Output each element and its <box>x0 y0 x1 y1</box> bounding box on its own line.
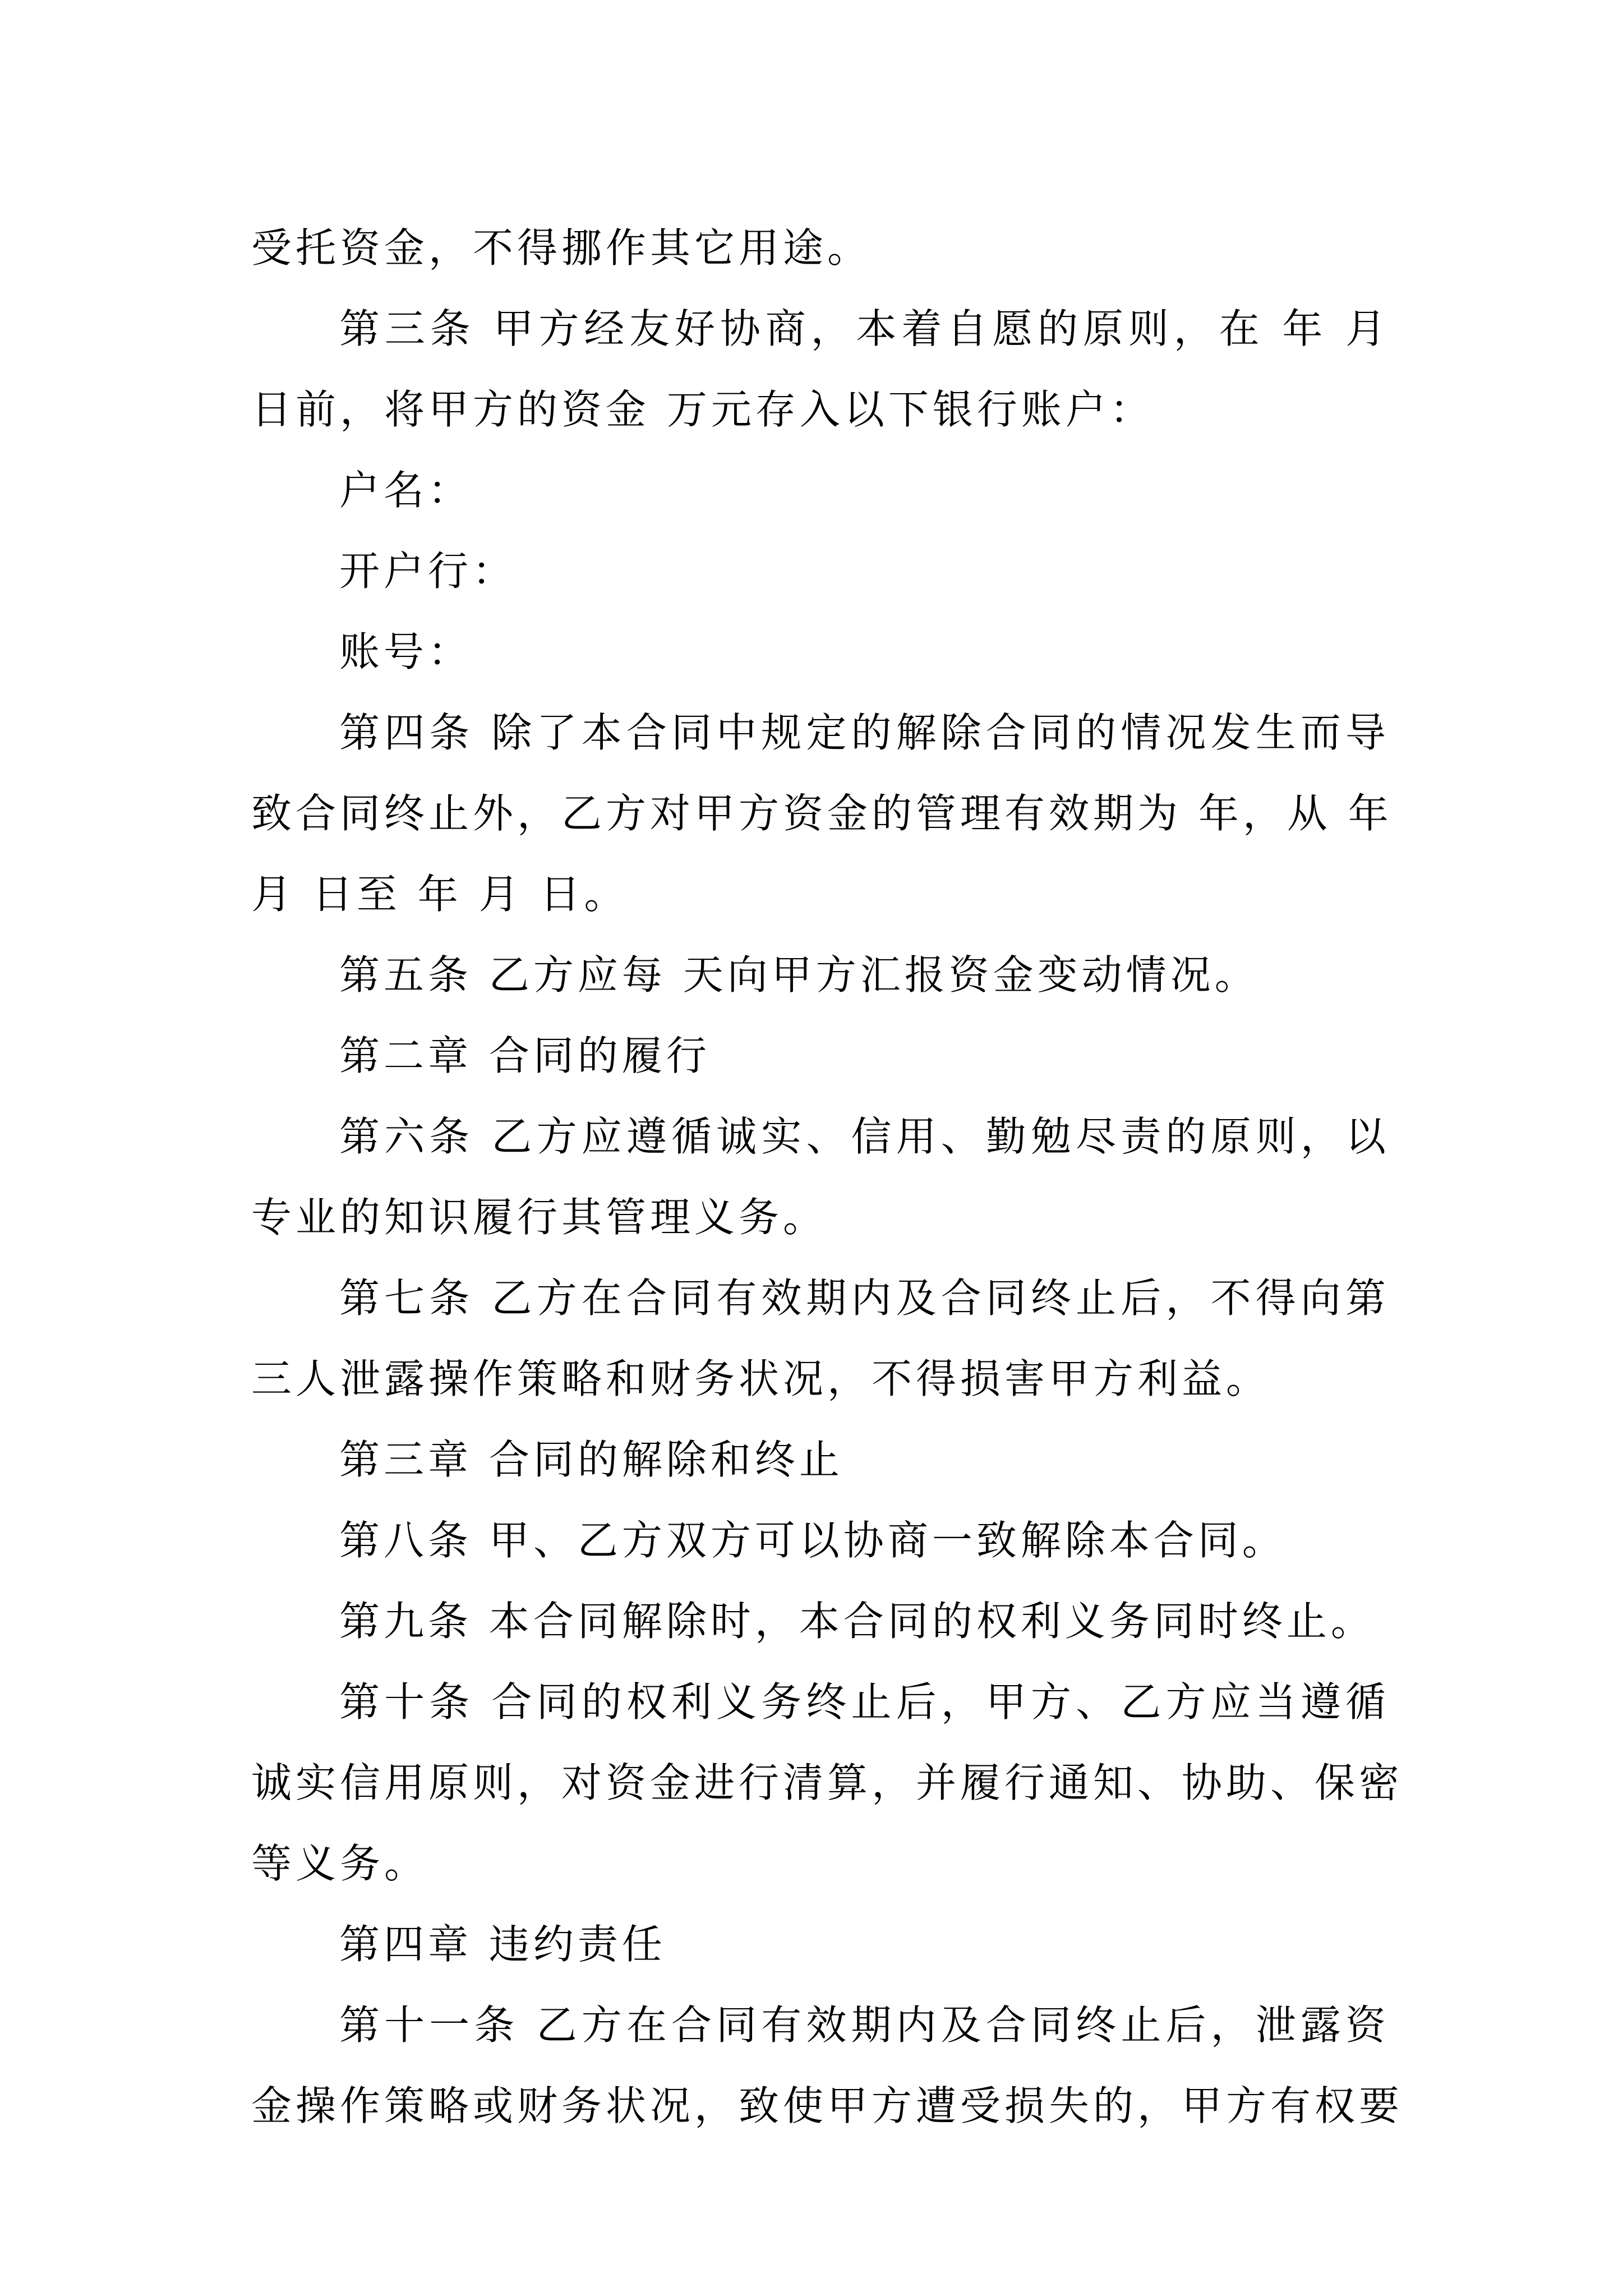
text-line: 第七条 乙方在合同有效期内及合同终止后，不得向第 <box>339 1274 1390 1322</box>
text-line: 第九条 本合同解除时，本合同的权利义务同时终止。 <box>339 1598 1375 1645</box>
text-line: 第六条 乙方应遵循诚实、信用、勤勉尽责的原则，以 <box>339 1113 1390 1160</box>
text-line: 第二章 合同的履行 <box>339 1032 711 1079</box>
text-line: 第三章 合同的解除和终止 <box>339 1436 843 1483</box>
text-line: 第三条 甲方经友好协商，本着自愿的原则，在 年 月 <box>339 305 1390 352</box>
text-line: 月 日至 年 月 日。 <box>251 871 629 918</box>
contract-body-text <box>251 208 1404 2146</box>
text-line: 第五条 乙方应每 天向甲方汇报资金变动情况。 <box>339 951 1259 999</box>
text-line: 第四条 除了本合同中规定的解除合同的情况发生而导 <box>339 709 1390 756</box>
text-line: 日前，将甲方的资金 万元存入以下银行账户： <box>251 386 1154 433</box>
text-line: 等义务。 <box>251 1840 429 1887</box>
text-line: 第八条 甲、乙方双方可以协商一致解除本合同。 <box>339 1517 1287 1564</box>
text-line: 账号： <box>339 628 473 675</box>
text-line: 第四章 违约责任 <box>339 1921 666 1968</box>
text-line: 第十条 合同的权利义务终止后，甲方、乙方应当遵循 <box>339 1678 1390 1726</box>
text-line: 专业的知识履行其管理义务。 <box>251 1194 828 1241</box>
text-line: 金操作策略或财务状况，致使甲方遭受损失的，甲方有权要 <box>251 2082 1404 2129</box>
text-line: 开户行： <box>339 547 517 595</box>
text-line: 第十一条 乙方在合同有效期内及合同终止后，泄露资 <box>339 2001 1390 2049</box>
text-line: 致合同终止外，乙方对甲方资金的管理有效期为 年，从 年 <box>251 790 1393 837</box>
text-line: 三人泄露操作策略和财务状况，不得损害甲方利益。 <box>251 1355 1271 1402</box>
text-line: 户名： <box>339 467 473 514</box>
text-line: 受托资金，不得挪作其它用途。 <box>251 224 872 272</box>
text-line: 诚实信用原则，对资金进行清算，并履行通知、协助、保密 <box>251 1759 1404 1806</box>
